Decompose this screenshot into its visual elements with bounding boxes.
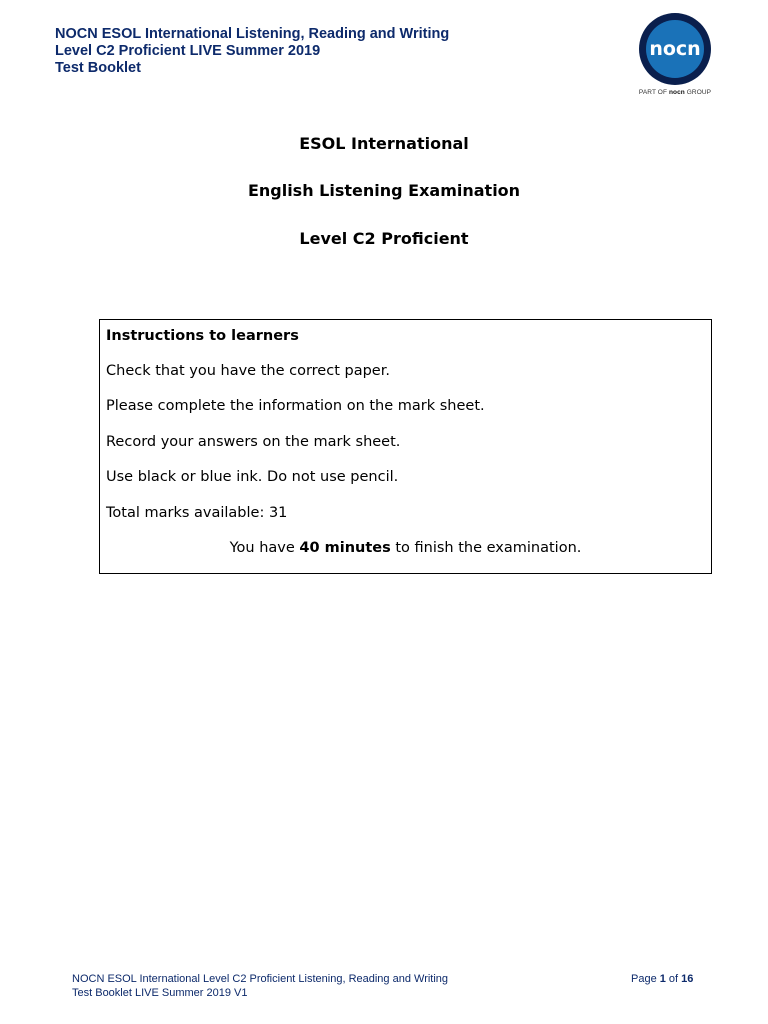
instruction-item: Please complete the information on the mark sheet.	[106, 398, 485, 414]
logo-caption	[630, 89, 720, 96]
instruction-item: Record your answers on the mark sheet.	[106, 434, 401, 450]
document-header	[55, 26, 449, 77]
logo-text: nocn	[649, 38, 701, 60]
instructions-heading: Instructions to learners	[106, 328, 299, 344]
instruction-item: Check that you have the correct paper.	[106, 363, 390, 379]
time-allowed-text	[100, 540, 711, 556]
logo-caption-prefix: PART OF	[638, 89, 668, 96]
page-total: 16	[681, 973, 694, 985]
header-line-2: Level C2 Proficient LIVE Summer 2019	[55, 43, 321, 59]
time-allowed-suffix: to finish the examination.	[390, 540, 582, 556]
instruction-item: Total marks available: 31	[106, 505, 288, 521]
page-label: Page	[631, 973, 660, 985]
time-allowed-duration: 40 minutes	[299, 540, 391, 556]
logo-caption-brand: nocn	[668, 89, 685, 96]
header-line-1: NOCN ESOL International Listening, Reading and Writing	[55, 26, 450, 42]
page-current: 1	[659, 973, 666, 985]
instruction-item: Use black or blue ink. Do not use pencil.	[106, 469, 399, 485]
nocn-logo	[636, 12, 714, 102]
footer-line-1: NOCN ESOL International Level C2 Proficient Listening, Reading and Writing	[72, 973, 449, 985]
title-esol-international: ESOL International	[299, 134, 469, 153]
logo-caption-suffix: GROUP	[686, 89, 712, 96]
page-number	[631, 972, 693, 986]
title-level: Level C2 Proficient	[299, 229, 469, 248]
footer-line-2: Test Booklet LIVE Summer 2019 V1	[72, 987, 248, 999]
page-of: of	[665, 973, 682, 985]
header-line-3: Test Booklet	[55, 60, 141, 76]
document-footer	[72, 972, 448, 1000]
title-listening-examination: English Listening Examination	[247, 181, 521, 200]
time-allowed-prefix: You have	[229, 540, 300, 556]
instructions-box	[99, 319, 712, 574]
nocn-logo-icon	[636, 12, 714, 90]
